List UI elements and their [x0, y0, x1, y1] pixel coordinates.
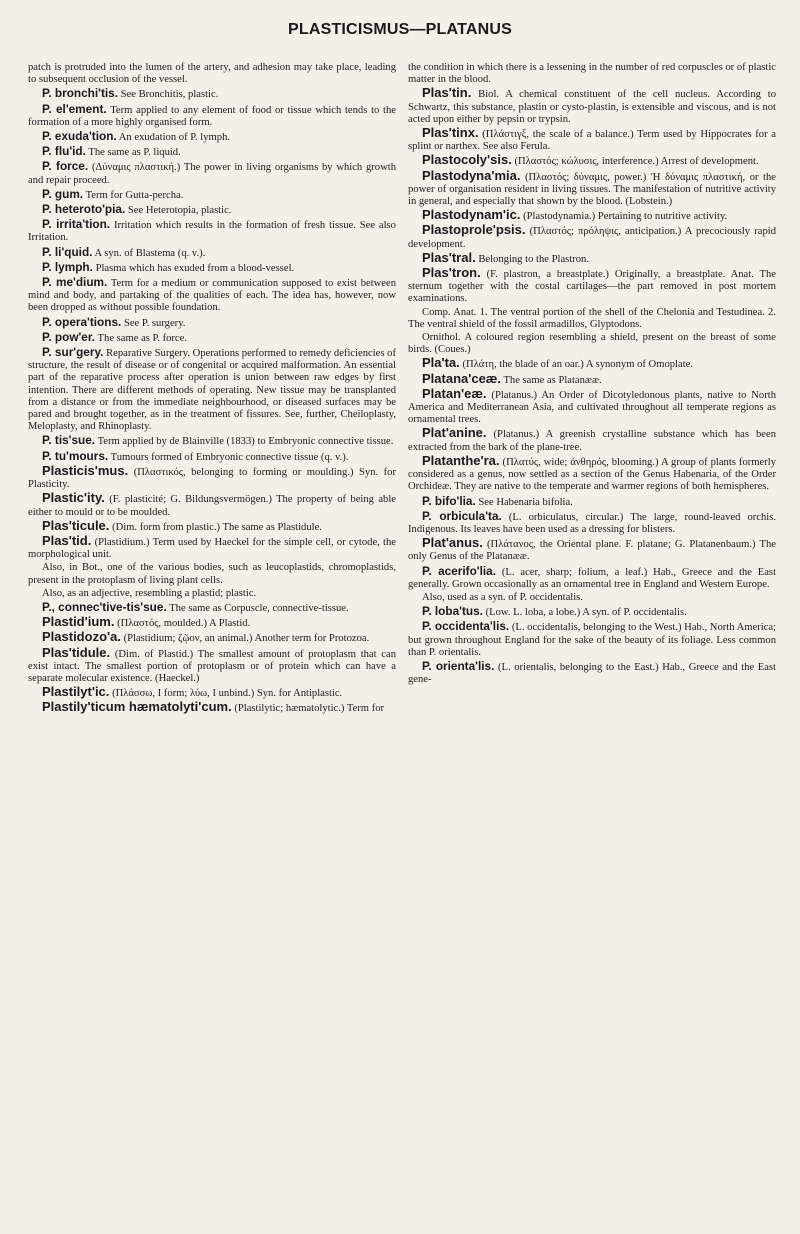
- dictionary-entry: [408, 154, 776, 168]
- entry-definition: A syn. of Blastema (q. v.).: [94, 247, 206, 259]
- entry-definition: (Πλαστικός, belonging to forming or moulding.) Syn. for Plasticity.: [28, 466, 396, 491]
- entry-headword: Platanthe'ra.: [422, 452, 500, 468]
- entry-headword: Plastid'ium.: [42, 614, 115, 630]
- entry-headword: P. li'quid.: [42, 244, 93, 259]
- entry-headword: Plas'ticule.: [42, 517, 110, 533]
- right-column: [408, 62, 776, 687]
- entry-headword: Plastidozo'a.: [42, 629, 121, 645]
- entry-headword: P. el'ement.: [42, 101, 107, 116]
- dictionary-entry: [28, 562, 396, 586]
- entry-headword: Plastodyna'mia.: [422, 167, 521, 183]
- dictionary-entry: [28, 601, 396, 615]
- entry-definition: Term applied by de Blainville (1833) to Embryonic connective tissue.: [97, 436, 394, 448]
- entry-headword: Plastily'ticum hæmatolyti'cum.: [42, 699, 232, 715]
- dictionary-entry: [408, 592, 776, 604]
- entry-definition: (Platanus.) An Order of Dicotyledonous plants, native to North America and Mediterranean Asia, and cultivated throughout all temperate regions as ornamental trees.: [408, 389, 776, 426]
- entry-definition: Also, used as a syn. of P. occidentalis.: [422, 591, 583, 603]
- dictionary-entry: [28, 62, 396, 86]
- dictionary-entry: [408, 127, 776, 153]
- dictionary-entry: [28, 276, 396, 315]
- entry-definition: Term for Gutta-percha.: [85, 189, 184, 201]
- entry-definition: Comp. Anat. 1. The ventral portion of the shell of the Chelonia and Testudinea. 2. The ventral shield of the fossil armadillos, Glyptodons.: [408, 306, 776, 330]
- entry-definition: (Πλάσσω, I form; λύω, I unbind.) Syn. for Antiplastic.: [112, 688, 343, 700]
- entry-definition: Ornithol. A coloured region resembling a shield, present on the breast of some birds. (Coues.): [408, 332, 776, 356]
- entry-definition: (F. plastron, a breastplate.) Originally, a breastplate. Anat. The sternum together with the costal cartilages—the part removed in post mortem examinations.: [408, 269, 776, 305]
- entry-headword: P. me'dium.: [42, 275, 108, 290]
- entry-definition: The same as Corpuscle, connective-tissue.: [169, 602, 349, 614]
- dictionary-entry: [28, 450, 396, 464]
- dictionary-entry: [28, 346, 396, 433]
- dictionary-entry: [408, 249, 776, 266]
- entry-definition: (L. orientalis, belonging to the East.) Hab., Greece and the East gene-: [408, 661, 776, 686]
- entry-definition: (Dim. of Plastid.) The smallest amount of protoplasm that can exist intact. The smallest portion of protoplasm or of protein which can have a separate molecular existence. (Haeckel.): [28, 648, 396, 684]
- dictionary-entry: [408, 565, 776, 591]
- dictionary-entry: [28, 631, 396, 645]
- dictionary-entry: [28, 261, 396, 275]
- dictionary-entry: [28, 588, 396, 600]
- entry-definition: The same as P. liquid.: [88, 147, 181, 159]
- entry-headword: P. orbicula'ta.: [422, 508, 502, 523]
- dictionary-entry: [408, 357, 776, 371]
- entry-headword: Platan'eæ.: [422, 385, 487, 401]
- entry-definition: (L. acer, sharp; folium, a leaf.) Hab., Greece and the East generally. Grown occasionally as an ornamental tree in England and Western Europe.: [408, 566, 776, 590]
- dictionary-entry: [408, 167, 776, 209]
- entry-definition: (Πλαστός, moulded.) A Plastid.: [117, 618, 251, 630]
- entry-headword: Plas'tron.: [422, 265, 481, 281]
- dictionary-entry: [408, 370, 776, 387]
- entry-definition: The same as P. force.: [97, 332, 187, 344]
- entry-headword: P., connec'tive-tis'sue.: [42, 599, 167, 614]
- entry-headword: P. tu'mours.: [42, 448, 109, 463]
- entry-headword: Plastic'ity.: [42, 490, 105, 506]
- dictionary-entry: [408, 385, 776, 427]
- entry-headword: Plas'tral.: [422, 249, 476, 265]
- entry-headword: Plas'tidule.: [42, 644, 111, 660]
- entry-definition: Tumours formed of Embryonic connective tissue (q. v.).: [110, 451, 349, 463]
- dictionary-entry: [408, 427, 776, 453]
- entry-headword: Plastilyt'ic.: [42, 684, 110, 700]
- dictionary-entry: [28, 462, 396, 491]
- entry-headword: Plas'tin.: [422, 85, 472, 101]
- running-head: PLASTICISMUS—PLATANUS: [287, 21, 513, 38]
- entry-headword: P. pow'er.: [42, 329, 96, 344]
- dictionary-entry: [28, 203, 396, 217]
- entry-definition: Biol. A chemical constituent of the cell nucleus. According to Schwartz, this substance, plastin or cysto-plastin, is extensible and viscous, and is not acted upon either by pepsin or trypsin.: [408, 89, 776, 125]
- dictionary-entry: [28, 103, 396, 129]
- dictionary-entry: [408, 495, 776, 509]
- left-column: [28, 62, 396, 717]
- entry-headword: P. sur'gery.: [42, 345, 104, 360]
- dictionary-entry: [28, 686, 396, 700]
- entry-headword: P. bronchi'tis.: [42, 86, 119, 101]
- entry-definition: (Plastidium.) Term used by Haeckel for the simple cell, or cytode, the morphological unit.: [28, 536, 396, 561]
- entry-headword: P. heteroto'pia.: [42, 202, 126, 217]
- dictionary-entry: [28, 130, 396, 144]
- entry-headword: Plastodynam'ic.: [422, 207, 521, 223]
- entry-headword: Plat'anus.: [422, 535, 483, 551]
- dictionary-entry: [28, 517, 396, 534]
- entry-definition: (Πλαστός; πρόληψις, anticipation.) A precociously rapid development.: [408, 226, 776, 250]
- entry-definition: the condition in which there is a lessening in the number of red corpuscles or of plastic matter in the blood.: [408, 62, 776, 86]
- entry-headword: P. loba'tus.: [422, 604, 483, 619]
- entry-definition: (Πλάτανος, the Oriental plane. F. platane; G. Platanenbaum.) The only Genus of the Platanææ.: [408, 539, 776, 563]
- entry-headword: P. bifo'lia.: [422, 493, 476, 508]
- entry-definition: The same as Platanææ.: [503, 374, 602, 386]
- dictionary-entry: [28, 532, 396, 561]
- entry-definition: Irritation which results in the formation of fresh tissue. See also Irritation.: [28, 220, 396, 244]
- entry-definition: (F. plasticité; G. Bildungsvermögen.) The property of being able either to mould or to be moulded.: [28, 494, 396, 518]
- dictionary-entry: [28, 492, 396, 518]
- dictionary-entry: [408, 62, 776, 86]
- entry-definition: (L. occidentalis, belonging to the West.) Hab., North America; but grown throughout England for the sake of the beauty of its foliage. Less common than P. orientalis.: [408, 622, 776, 658]
- dictionary-entry: [28, 160, 396, 186]
- entry-definition: Term applied to any element of food or tissue which tends to the formation of a more highly organised form.: [28, 104, 396, 128]
- entry-definition: (Plastidium; ζῷον, an animal.) Another term for Protozoa.: [123, 633, 370, 645]
- entry-definition: (L. orbiculatus, circular.) The large, round-leaved orchis. Indigenous. Its leaves have been used as a dressing for blisters.: [408, 511, 776, 535]
- dictionary-entry: [408, 224, 776, 250]
- entry-headword: Plasticis'mus.: [42, 462, 129, 478]
- entry-definition: (Platanus.) A greenish crystalline substance which has been extracted from the bark of the plane-tree.: [408, 429, 776, 453]
- entry-definition: Reparative Surgery. Operations performed to remedy deficiencies of structure, the result of disease or of congenital or acquired malformation. An essential part of the reparative process after operation is union between raw edges by first intention. There are different methods of operating. New tissue may be transplanted from a distance or from the immediate neighbourhood, or diseased surfaces may be pared and brought together, as in the treatment of fissures. See, further, Cheiloplasty, Meloplasty, and Rhinoplasty.: [28, 348, 396, 433]
- entry-headword: P. acerifo'lia.: [422, 563, 497, 578]
- dictionary-entry: [28, 188, 396, 202]
- entry-definition: Belonging to the Plastron.: [478, 253, 589, 265]
- dictionary-entry: [408, 660, 776, 686]
- entry-headword: Plastocoly'sis.: [422, 152, 512, 168]
- entry-headword: Plas'tid.: [42, 532, 92, 548]
- entry-headword: P. exuda'tion.: [42, 129, 117, 144]
- entry-headword: P. tis'sue.: [42, 433, 96, 448]
- dictionary-entry: [28, 616, 396, 630]
- dictionary-entry: [28, 701, 396, 715]
- entry-definition: Term for a medium or communication supposed to exist between mind and body, and partaking of the qualities of each. The idea has, however, now been dropped as without possible foundation.: [28, 278, 396, 314]
- dictionary-entry: [408, 332, 776, 356]
- entry-definition: (Πλαστός; κώλυσις, interference.) Arrest of development.: [514, 156, 759, 168]
- dictionary-entry: [408, 209, 776, 223]
- entry-headword: P. lymph.: [42, 259, 93, 274]
- dictionary-entry: [408, 307, 776, 331]
- dictionary-entry: [28, 331, 396, 345]
- dictionary-entry: [28, 218, 396, 244]
- entry-definition: (Πλαστός; δύναμις, power.) 'Η δύναμις πλαστική, or the power of organisation resident in living tissues. The manifestation of nutritive activity in general, and especially that shown by the blood. (Lobstein.): [408, 171, 776, 208]
- entry-headword: P. orienta'lis.: [422, 658, 495, 673]
- entry-definition: (Δύναμις πλαστική.) The power in living organisms by which growth and repair proceed.: [28, 162, 396, 186]
- entry-definition: See Habenaria bifolia.: [478, 496, 573, 508]
- entry-headword: P. occidenta'lis.: [422, 619, 510, 634]
- dictionary-entry: [408, 267, 776, 306]
- entry-headword: P. opera'tions.: [42, 314, 122, 329]
- entry-headword: Plastoprole'psis.: [422, 222, 526, 238]
- dictionary-entry: [28, 246, 396, 260]
- entry-definition: (Dim. form from plastic.) The same as Plastidule.: [112, 521, 322, 533]
- entry-definition: See Bronchitis, plastic.: [120, 89, 219, 101]
- entry-definition: (Πλάστιγξ, the scale of a balance.) Term used by Hippocrates for a splint or narthex. See also Ferula.: [408, 129, 777, 153]
- entry-definition: (Πλάτη, the blade of an oar.) A synonym of Omoplate.: [462, 359, 693, 371]
- entry-definition: See Heterotopia, plastic.: [127, 205, 232, 217]
- entry-headword: Plas'tinx.: [422, 125, 479, 141]
- entry-headword: P. force.: [42, 159, 89, 174]
- entry-headword: P. flu'id.: [42, 144, 86, 159]
- entry-definition: Also, in Bot., one of the various bodies, such as leucoplastids, chromoplastids, present in the protoplasm of living plant cells.: [28, 562, 396, 586]
- dictionary-entry: [28, 87, 396, 101]
- dictionary-entry: [408, 537, 776, 563]
- entry-definition: (Low. L. loba, a lobe.) A syn. of P. occidentalis.: [485, 607, 687, 619]
- entry-definition: (Plastilytic; hæmatolytic.) Term for: [234, 703, 385, 715]
- entry-headword: Platana'ceæ.: [422, 370, 501, 386]
- dictionary-entry: [28, 316, 396, 330]
- dictionary-entry: [28, 145, 396, 159]
- entry-headword: Plat'anine.: [422, 425, 487, 441]
- entry-definition: An exudation of P. lymph.: [118, 132, 231, 144]
- dictionary-entry: [408, 510, 776, 536]
- entry-definition: patch is protruded into the lumen of the artery, and adhesion may take place, leading to subsequent occlusion of the vessel.: [28, 62, 396, 86]
- dictionary-entry: [28, 644, 396, 686]
- entry-headword: Pla'ta.: [422, 355, 460, 371]
- entry-headword: P. irrita'tion.: [42, 217, 111, 232]
- entry-definition: Also, as an adjective, resembling a plastid; plastic.: [42, 587, 257, 599]
- entry-definition: (Πλατύς, wide; ἀνθηρός, blooming.) A group of plants formerly considered as a genus, now settled as a section of the Genus Habenaria, of the Order Orchideæ. They are native to the temperate and warmer regions of both hemispheres.: [408, 456, 776, 493]
- entry-definition: See P. surgery.: [123, 317, 186, 329]
- dictionary-entry: [28, 434, 396, 448]
- dictionary-entry: [408, 605, 776, 619]
- dictionary-entry: [408, 87, 776, 126]
- entry-headword: P. gum.: [42, 186, 84, 201]
- dictionary-entry: [408, 452, 776, 494]
- entry-definition: (Plastodynamia.) Pertaining to nutritive activity.: [523, 211, 728, 223]
- entry-definition: Plasma which has exuded from a blood-vessel.: [95, 262, 295, 274]
- dictionary-entry: [408, 620, 776, 659]
